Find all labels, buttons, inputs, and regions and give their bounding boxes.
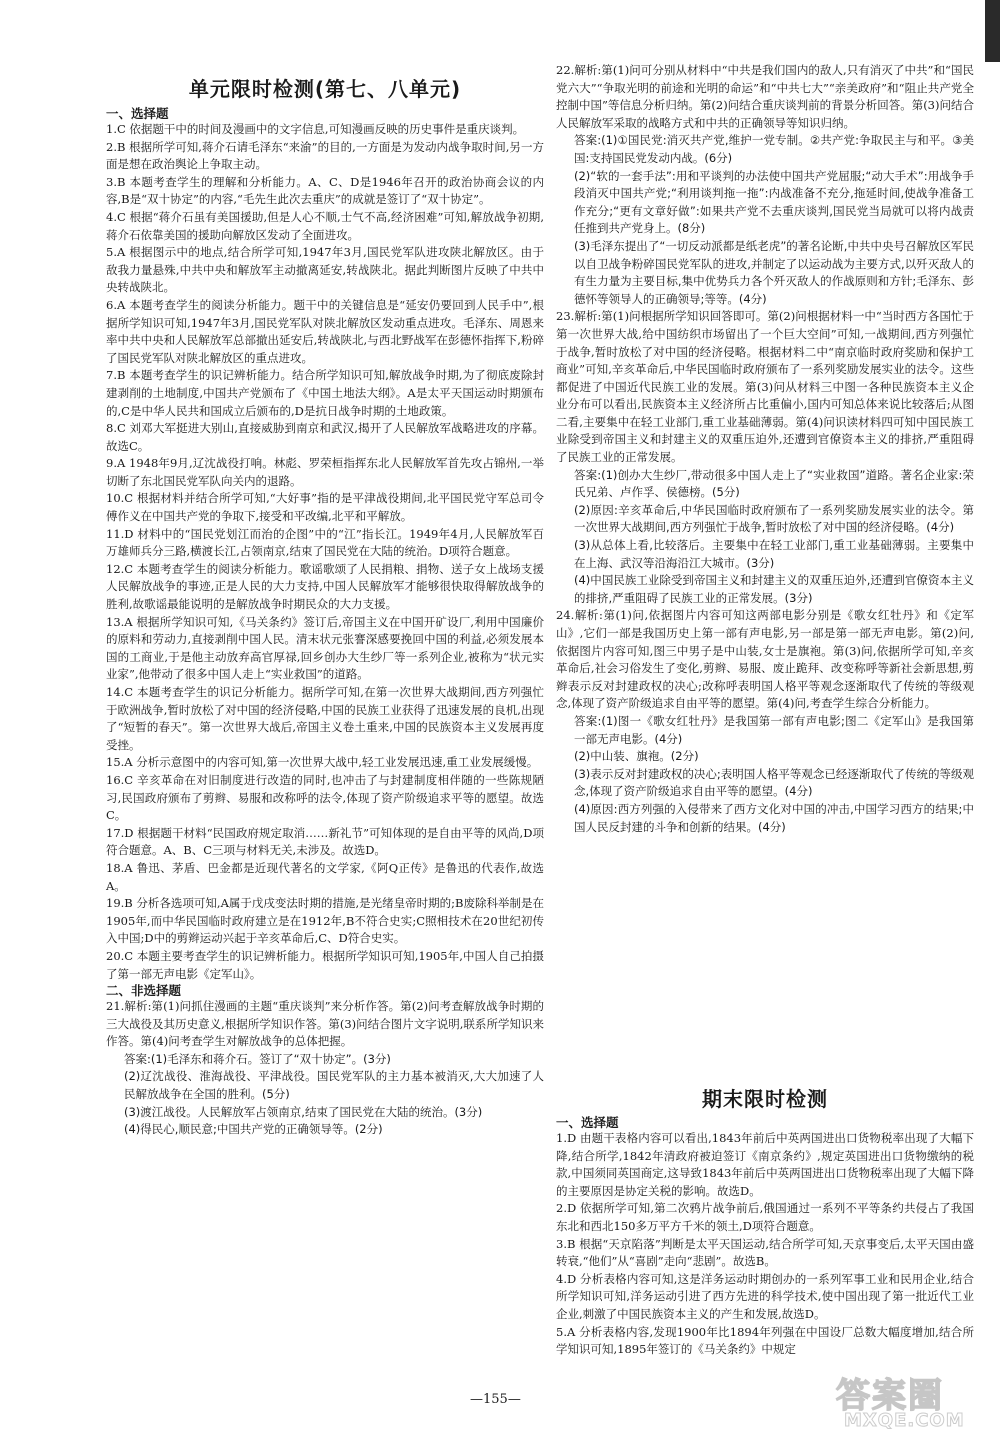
page-number: —155— — [470, 1392, 521, 1407]
answer-line: 答案:(1)毛泽东和蒋介石。签订了“双十协定”。(3分) — [124, 1051, 391, 1066]
answer-line: (2)中山装、旗袍。(2分) — [574, 749, 699, 764]
watermark-url: MXQE.COM — [844, 1410, 965, 1431]
unit-test-title: 单元限时检测(第七、八单元) — [188, 77, 462, 101]
choice-answer-item: 3.B 根据“天京陷落”判断是太平天国运动,结合所学可知,天京事变后,太平天国由盛转衰,“他们”从“喜剧”走向“悲剧”。故选B。 — [556, 1236, 974, 1269]
choice-answer-item: 5.A 分析表格内容,发现1900年比1894年列强在中国设厂总数大幅度增加,结合所学知识可知,1895年签订的《马关条约》中规定 — [556, 1324, 974, 1357]
answer-line: (3)渡江战役。人民解放军占领南京,结束了国民党在大陆的统治。(3分) — [124, 1104, 483, 1119]
section-nonchoice-heading: 二、非选择题 — [106, 983, 182, 999]
choice-answer-item: 2.D 依据所学可知,第二次鸦片战争前后,俄国通过一系列不平等条约共侵占了我国东北和西北150多万平方千米的领土,D项符合题意。 — [556, 1201, 974, 1233]
answer-line: (4)原因:西方列强的入侵带来了西方文化对中国的冲击,中国学习西方的结果;中国人民反封建的斗争和创新的结果。(4分) — [574, 801, 974, 834]
page-edge-tab — [985, 0, 1000, 62]
q24-answers — [556, 713, 974, 836]
right-column — [556, 62, 974, 836]
choice-answer-item: 9.A 1948年9月,辽沈战役打响。林彪、罗荣桓指挥东北人民解放军首先攻占锦州,一举切断了东北国民党军队向关内的退路。 — [106, 456, 544, 488]
choice-answer-item: 19.B 分析各选项可知,A属于戊戌变法时期的措施,是光绪皇帝时期的;B废除科举制是在1905年,而中华民国临时政府建立是在1912年,B不符合史实;C照相技术在20世纪初传入中国;D中的剪辫运动兴起于辛亥革命后,C、D符合史实。 — [106, 896, 544, 946]
choice-answer-item: 5.A 根据图示中的地点,结合所学可知,1947年3月,国民党军队进攻陕北解放区。由于敌我力量悬殊,中共中央和解放军主动撤离延安,转战陕北。据此判断图片反映了中共中央转战陕北。 — [106, 245, 544, 295]
answer-line: (4)得民心,顺民意;中国共产党的正确领导等。(2分) — [124, 1122, 383, 1137]
choice-answer-item: 17.D 根据题干材料“民国政府规定取消……新礼节”可知体现的是自由平等的风尚,D项符合题意。A、B、C三项与材料无关,未涉及。故选D。 — [106, 825, 544, 858]
q21-answers — [106, 1051, 544, 1139]
q22-analysis: 22.解析:第(1)问可分别从材料中“中共是我们国内的敌人,只有消灭了中共”和“国民党六大”“争取光明的前途和光明的命运”和“中共七大”“亲美政府”和“阻止共产党全控制中国”等信息分析归纳。第(2)问结合重庆谈判前的背景分析回答。第(3)问结合人民解放军采取的战略方式和中共的正确领导等知识归纳。 — [556, 63, 974, 130]
watermark-logo — [836, 1368, 986, 1436]
final-choice-answers — [556, 1130, 974, 1359]
choice-answer-item: 7.B 本题考查学生的识记辨析能力。结合所学知识可知,解放战争时期,为了彻底废除封建剥削的土地制度,中国共产党颁布了《中国土地法大纲》。A是太平天国运动时期颁布的,C是中华人民共和国成立后颁布的,D是抗日战争时期的土地政策。 — [106, 368, 544, 418]
final-test-title: 期末限时检测 — [702, 1087, 828, 1111]
choice-answer-item: 13.A 根据所学知识可知,《马关条约》签订后,帝国主义在中国开矿设厂,利用中国廉价的原料和劳动力,直接剥削中国人民。清末状元张謇深感要挽回中国的利益,必须发展本国的工商业,于是他主动放弃高官厚禄,回乡创办大生纱厂等一系列企业,被称为“状元实业家”,他带动了很多中国人走上“实业救国”的道路。 — [106, 614, 544, 682]
choice-answer-item: 20.C 本题主要考查学生的识记辨析能力。根据所学知识可知,1905年,中国人自己拍摄了第一部无声电影《定军山》。 — [106, 948, 544, 981]
choice-answer-item: 1.D 由题干表格内容可以看出,1843年前后中英两国进出口货物税率出现了大幅下降,结合所学,1842年清政府被迫签订《南京条约》,规定英国进出口货物缴纳的税款,中国须同英国商定,这导致1843年前后中英两国进出口货物税率出现了大幅下降的主要原因是协定关税的影响。故选D。 — [556, 1131, 974, 1198]
final-choice-heading: 一、选择题 — [556, 1115, 619, 1130]
answer-line: (2)“软的一套手法”:用和平谈判的办法使中国共产党屈服;“动大手术”:用战争手段消灭中国共产党;“利用谈判拖一拖”:内战准备不充分,拖延时间,使战争准备工作充分;“更有文章好做”:如果共产党不去重庆谈判,国民党当局就可以将内战责任推到共产党身上。(8分) — [574, 168, 974, 236]
choice-answer-item: 11.D 材料中的“国民党划江而治的企图”中的“江”指长江。1949年4月,人民解放军百万雄师兵分三路,横渡长江,占领南京,结束了国民党在大陆的统治。D项符合题意。 — [106, 526, 544, 559]
choice-answer-item: 3.B 本题考查学生的理解和分析能力。A、C、D是1946年召开的政治协商会议的内容,B是“双十协定”的内容,“毛先生此次去重庆”的成就是签订了“双十协定”。 — [106, 174, 544, 207]
choice-answer-item: 10.C 根据材料并结合所学可知,“大好事”指的是平津战役期间,北平国民党守军总司令傅作义在中国共产党的争取下,接受和平改编,北平和平解放。 — [106, 491, 544, 524]
q23-answers — [556, 467, 974, 608]
answer-line: (2)原因:辛亥革命后,中华民国临时政府颁布了一系列奖励发展实业的法令。第一次世界大战期间,西方列强忙于战争,暂时放松了对中国的经济侵略。(4分) — [574, 502, 974, 535]
q21-analysis: 21.解析:第(1)问抓住漫画的主题“重庆谈判”来分析作答。第(2)问考查解放战争时期的三大战役及其历史意义,根据所学知识作答。第(3)问结合图片文字说明,联系所学知识来作答。第(4)问考查学生对解放战争的总体把握。 — [106, 999, 544, 1049]
q24-analysis: 24.解析:第(1)问,依据图片内容可知这两部电影分别是《歌女红牡丹》和《定军山》,它们一部是我国历史上第一部有声电影,另一部是第一部无声电影。第(2)问,依据图片内容可知,图三中男子是中山装,女士是旗袍。第(3)问,依据所学可知,辛亥革命后,社会习俗发生了变化,剪辫、易服、废止跪拜、改变称呼等新社会新思想,剪辫表示反对封建政权的决心;改称呼表明国人格平等观念逐渐取代了传统的等级观念,体现了资产阶级追求自由平等的愿望。第(4)问,考查学生综合分析能力。 — [556, 608, 974, 711]
choice-answer-item: 14.C 本题考查学生的识记分析能力。据所学可知,在第一次世界大战期间,西方列强忙于欧洲战争,暂时放松了对中国的经济侵略,中国的民族工业获得了迅速发展的良机,出现了“短暂的春天”。第一次世界大战后,帝国主义卷土重来,中国的民族资本主义发展再度受挫。 — [106, 685, 544, 752]
answer-line: (3)毛泽东提出了“一切反动派都是纸老虎”的著名论断,中共中央号召解放区军民以自卫战争粉碎国民党军队的进攻,并制定了以运动战为主要方式,以歼灭敌人的有生力量为主要目标,集中优势兵力各个歼灭敌人的作战原则和方针;毛泽东、彭德怀等领导人的正确领导;等等。(4分) — [574, 238, 974, 306]
choice-answer-item: 1.C 依据题干中的时间及漫画中的文字信息,可知漫画反映的历史事件是重庆谈判。 — [106, 122, 525, 136]
left-column — [106, 62, 544, 1139]
choice-answer-item: 12.C 本题考查学生的阅读分析能力。歌谣歌颂了人民捐粮、捐物、送子女上战场支援人民解放战争的事迹,正是人民的大力支持,中国人民解放军才能够很快取得解放战争的胜利,故歌谣最能说明的是解放战争时期民众的大力支援。 — [106, 561, 544, 612]
choice-answer-item: 15.A 分析示意图中的内容可知,第一次世界大战中,轻工业发展迅速,重工业发展缓慢。 — [106, 755, 539, 770]
answer-line: 答案:(1)创办大生纱厂,带动很多中国人走上了“实业救国”道路。著名企业家:荣氏兄弟、卢作孚、侯德榜。(5分) — [574, 467, 974, 500]
choice-answer-item: 18.A 鲁迅、茅盾、巴金都是近现代著名的文学家,《阿Q正传》是鲁迅的代表作,故选A。 — [106, 860, 544, 893]
answer-line: (3)表示反对封建政权的决心;表明国人格平等观念已经逐渐取代了传统的等级观念,体现了资产阶级追求自由平等的愿望。(4分) — [574, 766, 974, 799]
choice-answer-item: 6.A 本题考查学生的阅读分析能力。题干中的关键信息是“延安仍要回到人民手中”,根据所学知识可知,1947年3月,国民党军队对陕北解放区发动重点进攻。毛泽东、周恩来率中共中央和人民解放军总部撤出延安后,转战陕北,与西北野战军在彭德怀指挥下,粉碎了国民党军队对陕北解放区的重点进攻。 — [106, 297, 544, 365]
choice-answer-item: 4.D 分析表格内容可知,这是洋务运动时期创办的一系列军事工业和民用企业,结合所学知识可知,洋务运动引进了西方先进的科学技术,使中国出现了第一批近代工业企业,刺激了中国民族资本主义的产生和发展,故选D。 — [556, 1271, 974, 1321]
answer-line: 答案:(1)图一《歌女红牡丹》是我国第一部有声电影;图二《定军山》是我国第一部无声电影。(4分) — [574, 713, 974, 746]
final-test-section — [556, 1086, 974, 1359]
answer-line: (4)中国民族工业除受到帝国主义和封建主义的双重压迫外,还遭到官僚资本主义的排挤,严重阻碍了民族工业的正常发展。(3分) — [574, 573, 974, 605]
answer-line: 答案:(1)①国民党:消灭共产党,维护一党专制。②共产党:争取民主与和平。③美国:支持国民党发动内战。(6分) — [574, 133, 974, 165]
answer-line: (2)辽沈战役、淮海战役、平津战役。国民党军队的主力基本被消灭,大大加速了人民解放战争在全国的胜利。(5分) — [124, 1069, 544, 1102]
choice-answer-item: 4.C 根据“蒋介石虽有美国援助,但是人心不顺,士气不高,经济困难”可知,解放战争初期,蒋介石依靠美国的援助向解放区发动了全面进攻。 — [106, 209, 544, 242]
answer-line: (3)从总体上看,比较落后。主要集中在轻工业部门,重工业基础薄弱。主要集中在上海、武汉等沿海沿江大城市。(3分) — [574, 538, 974, 570]
choice-answer-item: 2.B 根据所学可知,蒋介石请毛泽东“来渝”的目的,一方面是为发动内战争取时间,另一方面是想在政治舆论上争取主动。 — [106, 139, 544, 172]
choice-answers — [106, 121, 544, 983]
q23-analysis: 23.解析:第(1)问根据所学知识回答即可。第(2)问根据材料一中“当时西方各国忙于第一次世界大战,给中国纺织市场留出了一个巨大空间”可知,一战期间,西方列强忙于战争,暂时放松了对中国的经济侵略。根据材料二中“南京临时政府奖励和保护工商业”可知,辛亥革命后,中华民国临时政府颁布了一系列奖励发展实业的法令。这些都促进了中国近代民族工业的发展。第(3)问从材料三中图一各种民族资本主义企业分布可以看出,民族资本主义经济所占比重偏小,国内可知总体来说比较落后;从图二看,主要集中在轻工业部门,重工业基础薄弱。第(4)问识读材料四可知中国民族工业除受到帝国主义和封建主义的双重压迫外,还遭到官僚资本主义的排挤,严重阻碍了民族工业的正常发展。 — [556, 309, 974, 465]
watermark-logo-text: 答案圈 — [836, 1376, 944, 1416]
choice-answer-item: 16.C 辛亥革命在对旧制度进行改造的同时,也冲击了与封建制度相伴随的一些陈规陋习,民国政府颁布了剪辫、易服和改称呼的法令,体现了资产阶级追求平等的愿望。故选C。 — [106, 772, 544, 823]
choice-answer-item: 8.C 刘邓大军挺进大别山,直接威胁到南京和武汉,揭开了人民解放军战略进攻的序幕。故选C。 — [106, 421, 544, 453]
q22-answers — [556, 132, 974, 308]
section-choice-heading: 一、选择题 — [106, 106, 169, 121]
